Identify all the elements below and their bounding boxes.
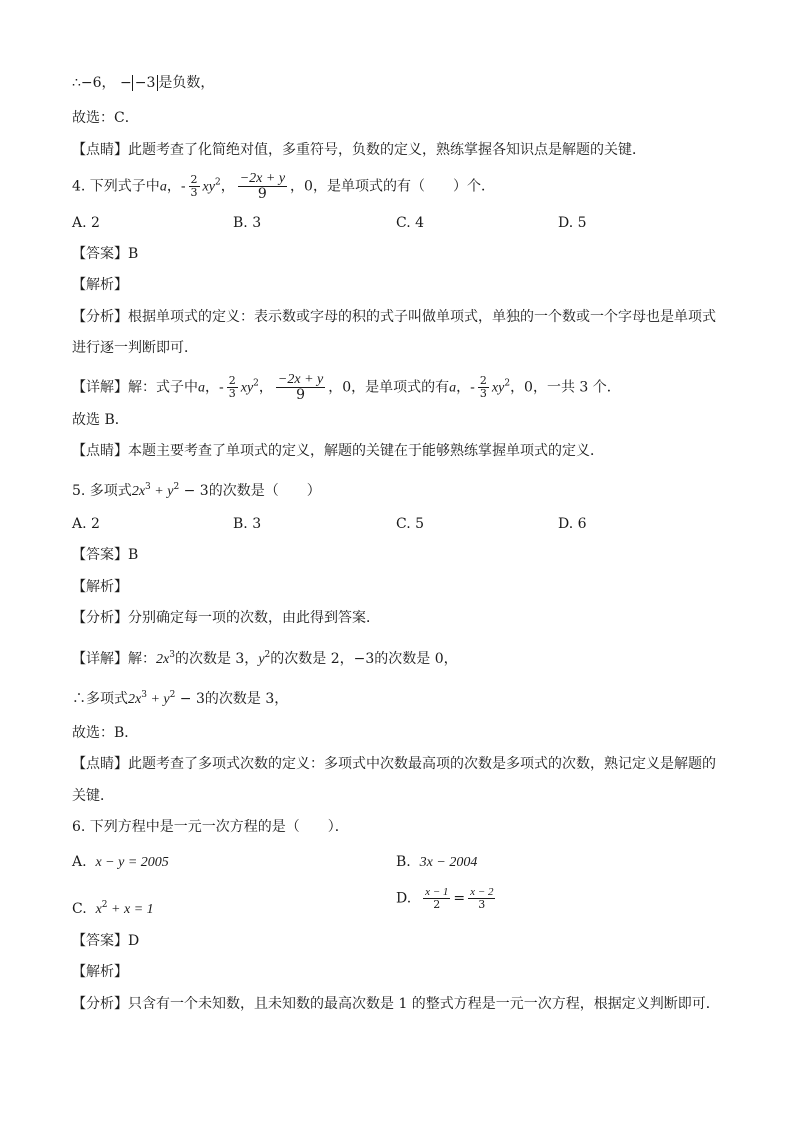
math-xy: xy <box>202 179 215 195</box>
question-6: 6. 下列方程中是一元一次方程的是（ ）． <box>72 819 349 835</box>
note-q5-cont: 关键． <box>72 788 114 804</box>
fraction <box>423 886 450 911</box>
minus-sign: - <box>219 379 224 396</box>
note-q3 <box>72 140 646 160</box>
math-a: a <box>159 179 167 195</box>
answer-tag: 【答案】 <box>72 246 128 262</box>
fraction-2-3 <box>227 375 238 400</box>
exponent: 2 <box>253 378 259 389</box>
detail-text: 的次数是 2， <box>270 651 354 667</box>
math-term: + x = 1 <box>107 902 154 917</box>
therefore-symbol: ∴ <box>72 691 86 707</box>
question-text: 5. 多项式 <box>72 483 132 499</box>
minus-sign: - <box>180 178 186 195</box>
absolute-value: −3 <box>132 75 159 91</box>
option-c: C. 5 <box>396 516 425 532</box>
answer-q6 <box>72 931 139 951</box>
question-5 <box>72 477 321 502</box>
detail-text: ，0，是单项式的有 <box>328 379 450 396</box>
conclusion-q5 <box>72 685 288 710</box>
option-expression: x − y = 2005 <box>95 855 169 870</box>
option-d <box>396 886 498 911</box>
separator: ， <box>166 178 181 195</box>
analysis-heading-q4: 【解析】 <box>72 277 128 293</box>
answer-q4 <box>72 244 138 264</box>
fraction-denominator: 9 <box>296 387 306 403</box>
analysis-tag: 【分析】 <box>72 309 128 325</box>
answer-value: B <box>128 547 139 563</box>
fraction-numerator: x − 1 <box>425 886 449 898</box>
fraction <box>468 886 495 911</box>
exponent: 2 <box>101 900 108 910</box>
detail-q5 <box>72 645 458 670</box>
fraction-denominator: 2 <box>433 898 441 911</box>
answer-value: D <box>128 933 140 949</box>
line-negatives <box>72 73 214 93</box>
exponent: 2 <box>504 378 511 389</box>
line-answer-b: 故选 B． <box>72 412 129 428</box>
exponent: 3 <box>145 482 151 492</box>
note-q4 <box>72 441 604 461</box>
minus-sign: - <box>470 379 475 396</box>
fraction-denominator: 9 <box>257 186 267 202</box>
value-neg6: −6， <box>80 75 116 91</box>
detail-q4 <box>72 372 621 403</box>
fraction-numerator: x − 2 <box>470 886 494 898</box>
math-term: x <box>95 902 102 917</box>
answer-value: B <box>128 246 139 262</box>
note-tag: 【点睛】 <box>72 756 128 772</box>
option-a: A. 2 <box>72 516 100 532</box>
option-b <box>396 852 477 873</box>
math-term: − 3 <box>179 483 209 499</box>
note-text: 此题考查了化简绝对值，多重符号，负数的定义，熟练掌握各知识点是解题的关键． <box>128 142 646 158</box>
exponent: 2 <box>173 482 180 492</box>
analysis-tag: 【分析】 <box>72 610 128 626</box>
option-d: D. 5 <box>558 215 587 231</box>
line-tail: 是负数， <box>158 75 215 91</box>
exponent: 2 <box>169 690 176 700</box>
math-a: a <box>198 380 205 396</box>
fraction-numerator: 2 <box>479 374 487 387</box>
question-tail: 的次数是（ ） <box>208 483 321 499</box>
option-label: D. <box>396 890 412 907</box>
note-tag: 【点睛】 <box>72 443 128 459</box>
detail-text: 的次数是 0， <box>374 651 458 667</box>
option-a <box>72 852 169 873</box>
fraction-denominator: 3 <box>228 387 236 400</box>
analysis-q4-cont: 进行逐一判断即可． <box>72 340 198 356</box>
analysis-tag: 【分析】 <box>72 996 128 1012</box>
analysis-q5 <box>72 608 380 628</box>
math-term: 2x <box>128 692 142 707</box>
detail-tag: 【详解】 <box>72 379 128 396</box>
fraction-2-3 <box>478 375 489 400</box>
line-answer-b2: 故选：B． <box>72 725 139 741</box>
answer-tag: 【答案】 <box>72 547 128 563</box>
math-term: 2x <box>131 484 146 499</box>
math-term: −3 <box>353 651 375 667</box>
fraction-2-3 <box>189 174 200 199</box>
separator: ， <box>220 178 235 195</box>
math-term: + y <box>150 484 174 499</box>
analysis-heading-q6: 【解析】 <box>72 964 128 980</box>
option-label: B. <box>396 854 411 870</box>
line-answer-c: 故选：C． <box>72 110 139 126</box>
option-label: C. <box>72 901 87 917</box>
note-q5 <box>72 754 716 774</box>
fraction-denominator: 3 <box>478 898 486 911</box>
note-text: 本题主要考查了单项式的定义，解题的关键在于能够熟练掌握单项式的定义． <box>128 443 604 459</box>
analysis-heading-q5: 【解析】 <box>72 579 128 595</box>
analysis-text: 只含有一个未知数，且未知数的最高次数是 1 的整式方程是一元一次方程，根据定义判断即可． <box>128 996 720 1012</box>
fraction-expression <box>238 171 287 202</box>
option-d: D. 6 <box>558 516 587 532</box>
analysis-q6 <box>72 994 720 1014</box>
equals-sign: = <box>453 890 466 907</box>
fraction-expression <box>276 372 325 403</box>
option-b: B. 3 <box>233 516 262 532</box>
option-a: A. 2 <box>72 215 100 231</box>
fraction-numerator: −2x + y <box>277 372 324 387</box>
option-c <box>72 895 154 920</box>
math-term: + y <box>146 692 170 707</box>
fraction-denominator: 3 <box>479 387 487 400</box>
minus-sign: − <box>120 75 132 91</box>
note-text: 此题考查了多项式次数的定义：多项式中次数最高项的次数是多项式的次数，熟记定义是解题的 <box>128 756 716 772</box>
option-expression: 3x − 2004 <box>419 855 478 870</box>
answer-q5 <box>72 545 138 565</box>
exponent: 3 <box>169 650 175 660</box>
math-a: a <box>449 380 457 396</box>
separator: ， <box>456 379 471 396</box>
analysis-text: 根据单项式的定义：表示数或字母的积的式子叫做单项式，单独的一个数或一个字母也是单项式 <box>128 309 716 325</box>
fraction-numerator: 2 <box>190 173 198 186</box>
fraction-numerator: −2x + y <box>239 171 286 186</box>
detail-text: 解：式子中 <box>128 379 198 396</box>
conclusion-text: 多项式 <box>86 691 128 707</box>
math-term: y <box>258 652 265 667</box>
conclusion-tail: 的次数是 3， <box>204 691 289 707</box>
exponent: 2 <box>264 650 271 660</box>
detail-text: 的次数是 3， <box>174 651 259 667</box>
question-tail: ，0，是单项式的有（ ）个． <box>290 178 495 195</box>
math-term: − 3 <box>175 691 205 707</box>
therefore-symbol: ∴ <box>72 75 81 91</box>
answer-tag: 【答案】 <box>72 933 128 949</box>
option-label: A. <box>72 854 87 870</box>
fraction-denominator: 3 <box>190 186 198 199</box>
separator: ， <box>205 379 219 396</box>
option-b: B. 3 <box>233 215 262 231</box>
detail-text: 解： <box>128 651 156 667</box>
question-text: 4. 下列式子中 <box>72 178 160 195</box>
fraction-numerator: 2 <box>228 374 236 387</box>
option-c: C. 4 <box>396 215 425 231</box>
math-xy: xy <box>240 380 254 396</box>
separator: ， <box>258 379 273 396</box>
note-tag: 【点睛】 <box>72 142 128 158</box>
question-4 <box>72 171 495 202</box>
math-term: 2x <box>156 652 170 667</box>
math-xy: xy <box>491 380 505 396</box>
analysis-q4 <box>72 307 716 327</box>
detail-tag: 【详解】 <box>72 651 128 667</box>
analysis-text: 分别确定每一项的次数，由此得到答案． <box>128 610 380 626</box>
exponent: 3 <box>141 690 147 700</box>
detail-tail: ，0，一共 3 个． <box>510 379 621 396</box>
exponent: 2 <box>214 177 221 188</box>
